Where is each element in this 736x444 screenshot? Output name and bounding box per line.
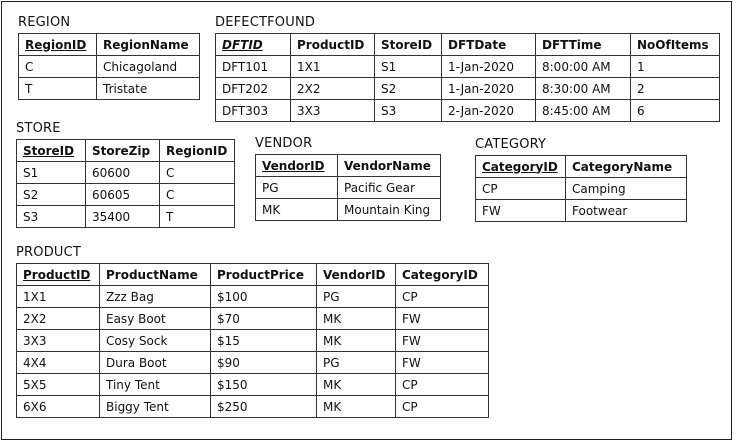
table-cell: 1-Jan-2020 [442,56,536,78]
table-cell: 3X3 [291,100,375,122]
table-row [476,178,687,200]
table-cell: 60600 [86,162,160,184]
table-row [216,100,720,122]
table-cell: DFT101 [216,56,291,78]
table-row [17,308,489,330]
table-cell: MK [317,396,396,418]
table-cell: 35400 [86,206,160,228]
table-cell: CP [396,286,489,308]
table-cell: 1-Jan-2020 [442,78,536,100]
table-cell: CP [396,396,489,418]
table-row [17,162,235,184]
table-header-row [476,156,687,178]
table-cell: Easy Boot [100,308,211,330]
table-cell: 3X3 [17,330,100,352]
table-cell: FW [396,352,489,374]
table-cell: C [160,162,235,184]
column-header: VendorName [338,155,441,177]
table-cell: S2 [375,78,442,100]
table-cell: Cosy Sock [100,330,211,352]
vendor-block [255,136,441,221]
region-table [18,33,200,100]
table-cell: MK [317,330,396,352]
table-cell: Dura Boot [100,352,211,374]
table-cell: Mountain King [338,199,441,221]
column-header: ProductID [291,34,375,56]
column-header: StoreID [17,140,86,162]
vendor-title: VENDOR [255,136,313,151]
table-header-row [216,34,720,56]
table-cell: C [160,184,235,206]
table-cell: PG [317,286,396,308]
table-header-row [17,140,235,162]
table-row [256,199,441,221]
table-cell: S3 [17,206,86,228]
table-cell: Tristate [97,78,200,100]
table-cell: MK [256,199,338,221]
column-header: RegionID [160,140,235,162]
table-cell: 2 [631,78,720,100]
column-header: RegionID [19,34,97,56]
vendor-table [255,154,441,221]
table-cell: Pacific Gear [338,177,441,199]
table-row [216,78,720,100]
column-header: ProductPrice [211,264,317,286]
table-cell: 4X4 [17,352,100,374]
table-cell: 2-Jan-2020 [442,100,536,122]
table-cell: 1X1 [17,286,100,308]
table-header-row [19,34,200,56]
column-header: DFTID [216,34,291,56]
table-cell: 8:30:00 AM [536,78,631,100]
table-cell: Tiny Tent [100,374,211,396]
table-row [256,177,441,199]
table-cell: 2X2 [17,308,100,330]
region-title: REGION [18,15,71,30]
column-header: DFTTime [536,34,631,56]
table-cell: C [19,56,97,78]
table-cell: S1 [17,162,86,184]
table-cell: $15 [211,330,317,352]
table-cell: $90 [211,352,317,374]
table-row [19,78,200,100]
column-header: NoOfItems [631,34,720,56]
table-header-row [256,155,441,177]
table-row [19,56,200,78]
table-cell: $250 [211,396,317,418]
table-cell: PG [256,177,338,199]
store-title: STORE [16,121,61,136]
table-cell: $150 [211,374,317,396]
column-header: DFTDate [442,34,536,56]
table-cell: CP [396,374,489,396]
product-block [16,245,489,418]
table-row [17,374,489,396]
table-cell: 6 [631,100,720,122]
column-header: StoreZip [86,140,160,162]
table-cell: 5X5 [17,374,100,396]
product-table [16,263,489,418]
table-cell: 2X2 [291,78,375,100]
table-cell: FW [396,330,489,352]
table-cell: S1 [375,56,442,78]
table-cell: DFT303 [216,100,291,122]
category-table [475,155,687,222]
table-cell: 6X6 [17,396,100,418]
table-row [216,56,720,78]
table-cell: 1 [631,56,720,78]
table-cell: $100 [211,286,317,308]
column-header: RegionName [97,34,200,56]
table-cell: Biggy Tent [100,396,211,418]
category-title: CATEGORY [475,137,547,152]
defectfound-title: DEFECTFOUND [215,15,316,30]
region-block [18,15,200,100]
table-row [17,396,489,418]
table-cell: 8:45:00 AM [536,100,631,122]
column-header: ProductID [17,264,100,286]
table-cell: 1X1 [291,56,375,78]
table-cell: Chicagoland [97,56,200,78]
column-header: ProductName [100,264,211,286]
table-cell: S3 [375,100,442,122]
table-cell: S2 [17,184,86,206]
product-title: PRODUCT [16,245,82,260]
table-cell: DFT202 [216,78,291,100]
category-block [475,137,687,222]
table-cell: Footwear [566,200,687,222]
store-table [16,139,235,228]
table-cell: T [19,78,97,100]
column-header: StoreID [375,34,442,56]
table-header-row [17,264,489,286]
table-cell: T [160,206,235,228]
defectfound-table [215,33,720,122]
column-header: VendorID [317,264,396,286]
column-header: CategoryID [476,156,566,178]
table-cell: PG [317,352,396,374]
table-row [476,200,687,222]
table-row [17,206,235,228]
table-cell: Camping [566,178,687,200]
table-cell: FW [476,200,566,222]
table-cell: MK [317,374,396,396]
table-row [17,330,489,352]
table-cell: 60605 [86,184,160,206]
table-row [17,184,235,206]
table-cell: CP [476,178,566,200]
column-header: CategoryID [396,264,489,286]
column-header: CategoryName [566,156,687,178]
table-row [17,352,489,374]
store-block [16,121,235,228]
table-cell: 8:00:00 AM [536,56,631,78]
table-row [17,286,489,308]
column-header: VendorID [256,155,338,177]
table-cell: Zzz Bag [100,286,211,308]
table-cell: MK [317,308,396,330]
table-cell: $70 [211,308,317,330]
defectfound-block [215,15,720,122]
table-cell: FW [396,308,489,330]
